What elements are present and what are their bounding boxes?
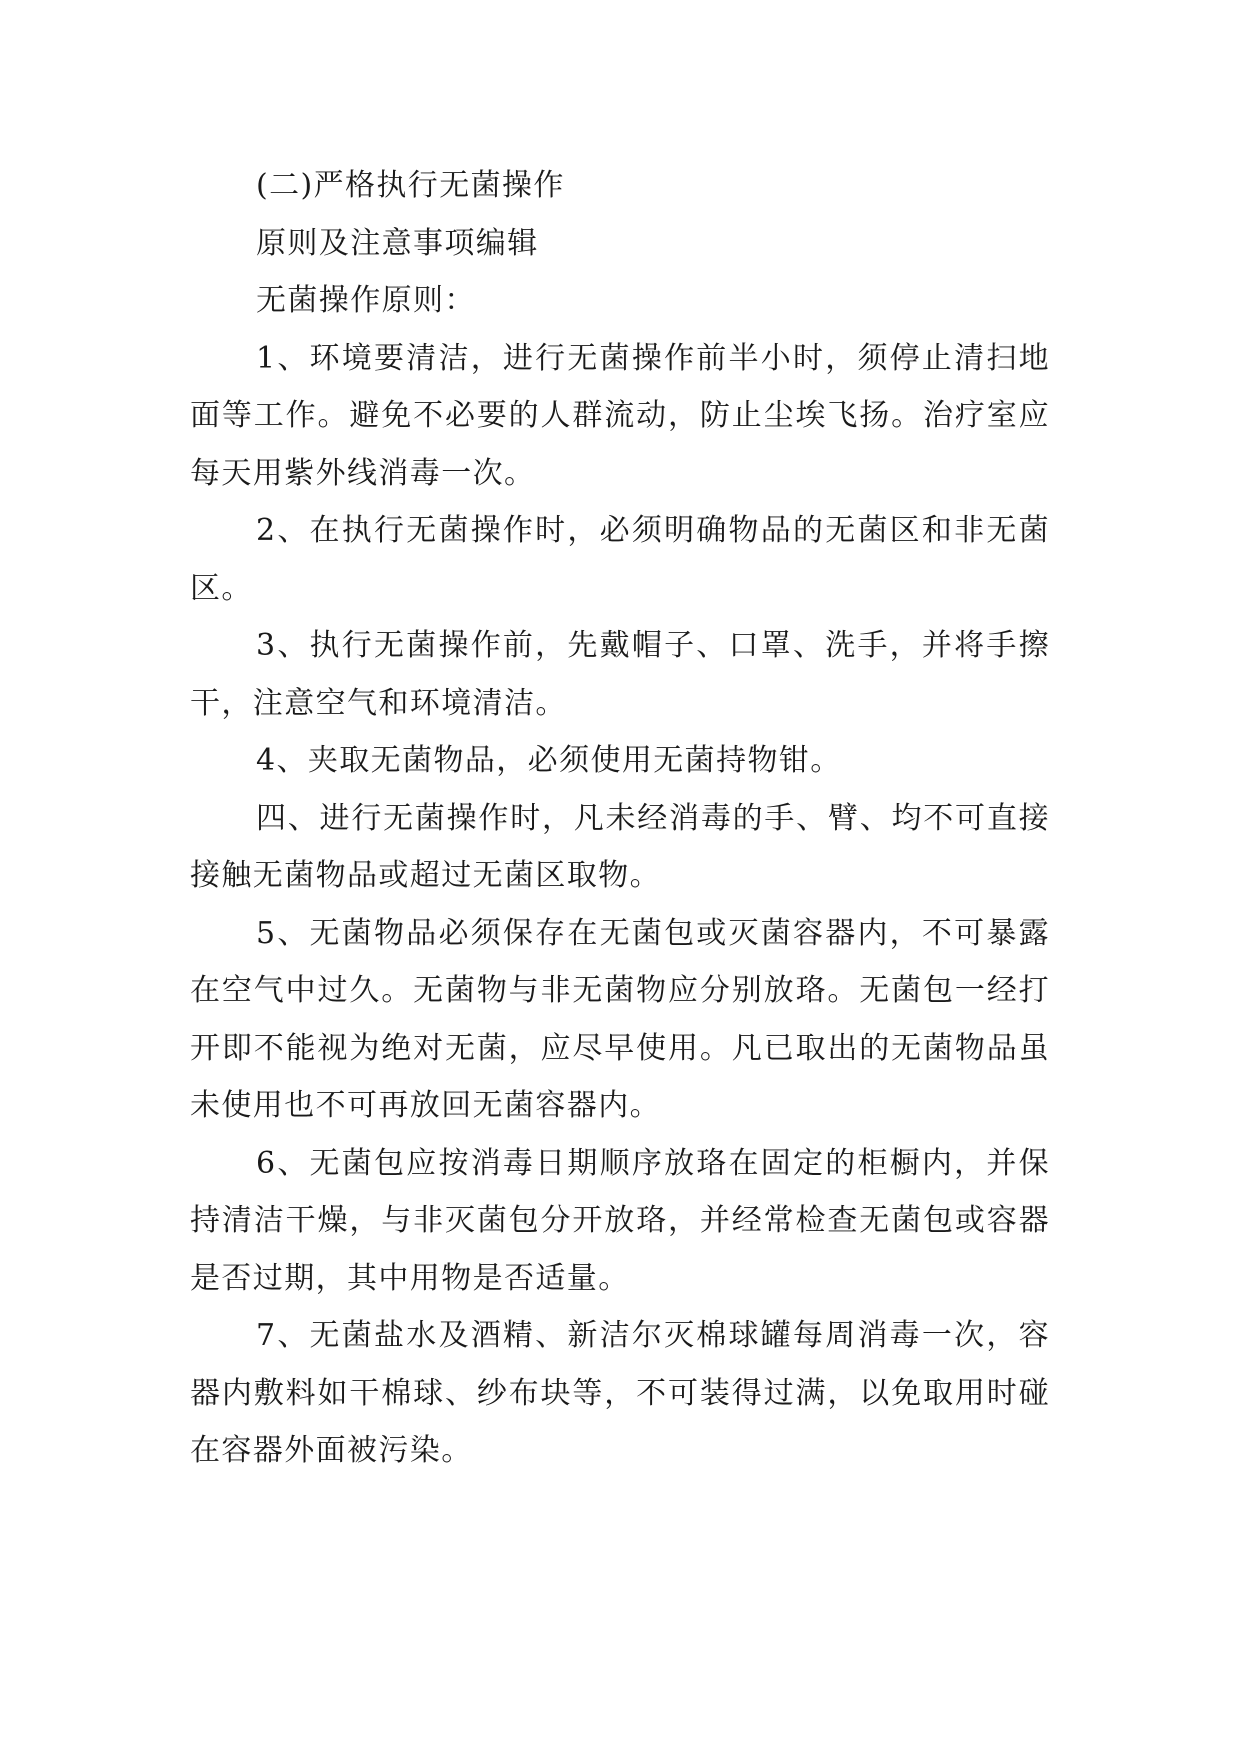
paragraph-item-6: 6、无菌包应按消毒日期顺序放珞在固定的柜橱内，并保持清洁干燥，与非灭菌包分开放珞，并经常检查无菌包或容器是否过期，其中用物是否适量。 xyxy=(190,1145,1050,1296)
subheading: 原则及注意事项编辑 xyxy=(256,225,539,261)
paragraph-item-3: 3、执行无菌操作前，先戴帽子、口罩、洗手，并将手擦干，注意空气和环境清洁。 xyxy=(190,628,1050,721)
paragraph-item-si: 四、进行无菌操作时，凡未经消毒的手、臂、均不可直接接触无菌物品或超过无菌区取物。 xyxy=(190,800,1050,893)
section-heading: (二)严格执行无菌操作 xyxy=(256,168,565,203)
paragraph-item-7: 7、无菌盐水及酒精、新洁尔灭棉球罐每周消毒一次，容器内敷料如干棉球、纱布块等，不可装得过满，以免取用时碰在容器外面被污染。 xyxy=(190,1318,1050,1468)
principles-label: 无菌操作原则： xyxy=(256,283,476,318)
paragraph-item-2: 2、在执行无菌操作时，必须明确物品的无菌区和非无菌区。 xyxy=(190,513,1050,606)
paragraph-item-4: 4、夹取无菌物品，必须使用无菌持物钳。 xyxy=(256,743,842,778)
paragraph-item-5: 5、无菌物品必须保存在无菌包或灭菌容器内，不可暴露在空气中过久。无菌物与非无菌物应分别放珞。无菌包一经打开即不能视为绝对无菌，应尽早使用。凡已取出的无菌物品虽未使用也不可再放回无菌容器内。 xyxy=(190,915,1050,1123)
document-body xyxy=(190,157,1050,1480)
paragraph-item-1: 1、环境要清洁，进行无菌操作前半小时，须停止清扫地面等工作。避免不必要的人群流动，防止尘埃飞扬。治疗室应每天用紫外线消毒一次。 xyxy=(190,340,1050,491)
